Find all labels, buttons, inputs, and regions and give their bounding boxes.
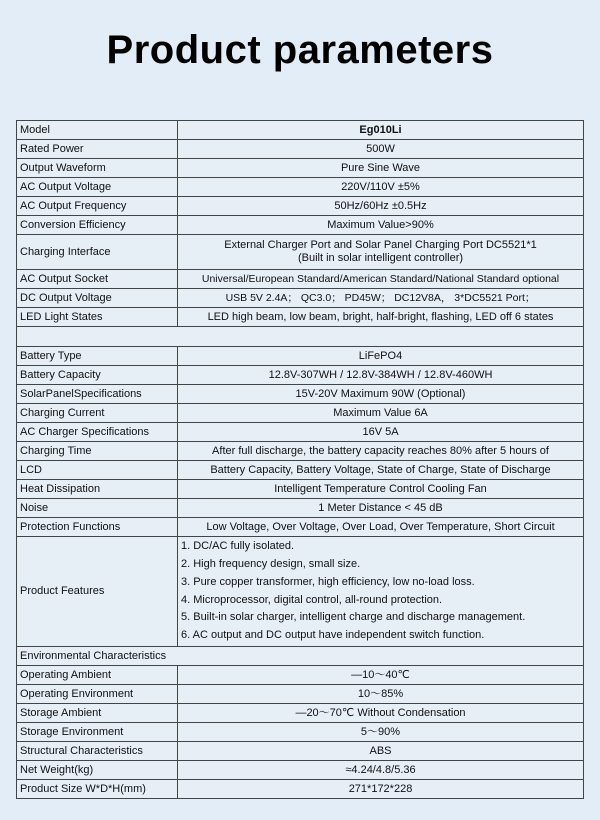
row-value: 1 Meter Distance < 45 dB [178, 499, 584, 518]
row-value: 12.8V-307WH / 12.8V-384WH / 12.8V-460WH [178, 366, 584, 385]
row-label: AC Output Socket [17, 270, 178, 289]
table-row [17, 159, 584, 178]
row-value: —10～40℃ [178, 666, 584, 685]
feature-item: 4. Microprocessor, digital control, all-round protection. [181, 593, 443, 606]
table-row [17, 442, 584, 461]
table-row [17, 366, 584, 385]
table-row [17, 308, 584, 327]
row-label: Storage Ambient [17, 704, 178, 723]
row-label: Storage Environment [17, 723, 178, 742]
row-value: Maximum Value 6A [178, 404, 584, 423]
row-value: Universal/European Standard/American Standard/National Standard optional [178, 270, 584, 289]
row-label: AC Charger Specifications [17, 423, 178, 442]
table-row [17, 385, 584, 404]
row-label: AC Output Frequency [17, 197, 178, 216]
features-list [178, 537, 584, 647]
row-value: 271*172*228 [178, 780, 584, 799]
row-value: ≈4.24/4.8/5.36 [178, 761, 584, 780]
table-row [17, 480, 584, 499]
row-label: DC Output Voltage [17, 289, 178, 308]
row-label: Product Size W*D*H(mm) [17, 780, 178, 799]
row-label: Charging Current [17, 404, 178, 423]
table-row [17, 178, 584, 197]
table-row [17, 197, 584, 216]
table-row [17, 347, 584, 366]
row-value: 500W [178, 140, 584, 159]
row-label: Heat Dissipation [17, 480, 178, 499]
row-label: Structural Characteristics [17, 742, 178, 761]
table-row [17, 704, 584, 723]
table-row [17, 647, 584, 666]
row-value: Maximum Value>90% [178, 216, 584, 235]
spacer-cell [17, 327, 584, 347]
row-value [178, 235, 584, 270]
row-value: Battery Capacity, Battery Voltage, State of Charge, State of Discharge [178, 461, 584, 480]
table-row [17, 270, 584, 289]
row-label: Protection Functions [17, 518, 178, 537]
row-value: USB 5V 2.4A； QC3.0； PD45W； DC12V8A， 3*DC5521 Port； [178, 289, 584, 308]
parameters-table [16, 120, 584, 799]
row-label: Net Weight(kg) [17, 761, 178, 780]
table-row [17, 404, 584, 423]
row-label: LED Light States [17, 308, 178, 327]
row-value: 15V-20V Maximum 90W (Optional) [178, 385, 584, 404]
table-row [17, 499, 584, 518]
row-value: Low Voltage, Over Voltage, Over Load, Over Temperature, Short Circuit [178, 518, 584, 537]
row-label: Model [17, 121, 178, 140]
row-value: LED high beam, low beam, bright, half-bright, flashing, LED off 6 states [178, 308, 584, 327]
row-value: —20～70℃ Without Condensation [178, 704, 584, 723]
page-title: Product parameters [106, 28, 494, 72]
table-row [17, 685, 584, 704]
row-value: ABS [178, 742, 584, 761]
table-row [17, 666, 584, 685]
table-row [17, 780, 584, 799]
row-label: LCD [17, 461, 178, 480]
table-row [17, 216, 584, 235]
row-label: Charging Interface [17, 235, 178, 270]
table-row [17, 461, 584, 480]
feature-item: 2. High frequency design, small size. [181, 557, 361, 570]
table-row [17, 423, 584, 442]
row-value: Eg010Li [178, 121, 584, 140]
row-label: Conversion Efficiency [17, 216, 178, 235]
feature-item: 5. Built-in solar charger, intelligent charge and discharge management. [181, 611, 526, 624]
row-value: Pure Sine Wave [178, 159, 584, 178]
row-value: 16V 5A [178, 423, 584, 442]
row-label: Noise [17, 499, 178, 518]
row-value: 5～90% [178, 723, 584, 742]
table-row [17, 723, 584, 742]
feature-item: 6. AC output and DC output have independent switch function. [181, 629, 485, 642]
table-row [17, 289, 584, 308]
section-header: Environmental Characteristics [17, 647, 584, 666]
row-value: After full discharge, the battery capacity reaches 80% after 5 hours of [178, 442, 584, 461]
row-value: 50Hz/60Hz ±0.5Hz [178, 197, 584, 216]
table-row [17, 537, 584, 647]
row-value: 220V/110V ±5% [178, 178, 584, 197]
table-row [17, 235, 584, 270]
row-label: AC Output Voltage [17, 178, 178, 197]
row-label: Battery Type [17, 347, 178, 366]
row-label: Charging Time [17, 442, 178, 461]
row-label: Operating Ambient [17, 666, 178, 685]
table-row [17, 140, 584, 159]
feature-item: 1. DC/AC fully isolated. [181, 540, 295, 553]
row-label: Rated Power [17, 140, 178, 159]
row-value: Intelligent Temperature Control Cooling Fan [178, 480, 584, 499]
table-row [17, 742, 584, 761]
row-label: SolarPanelSpecifications [17, 385, 178, 404]
row-value: LiFePO4 [178, 347, 584, 366]
row-label: Battery Capacity [17, 366, 178, 385]
table-row [17, 518, 584, 537]
row-value: 10～85% [178, 685, 584, 704]
feature-item: 3. Pure copper transformer, high efficiency, low no-load loss. [181, 575, 475, 588]
row-label: Output Waveform [17, 159, 178, 178]
row-label: Operating Environment [17, 685, 178, 704]
table-row-spacer [17, 327, 584, 347]
row-label: Product Features [17, 537, 178, 647]
table-row [17, 761, 584, 780]
charging-interface-line2: (Built in solar intelligent controller) [297, 252, 464, 264]
charging-interface-line1: External Charger Port and Solar Panel Charging Port DC5521*1 [224, 239, 537, 251]
table-row [17, 121, 584, 140]
